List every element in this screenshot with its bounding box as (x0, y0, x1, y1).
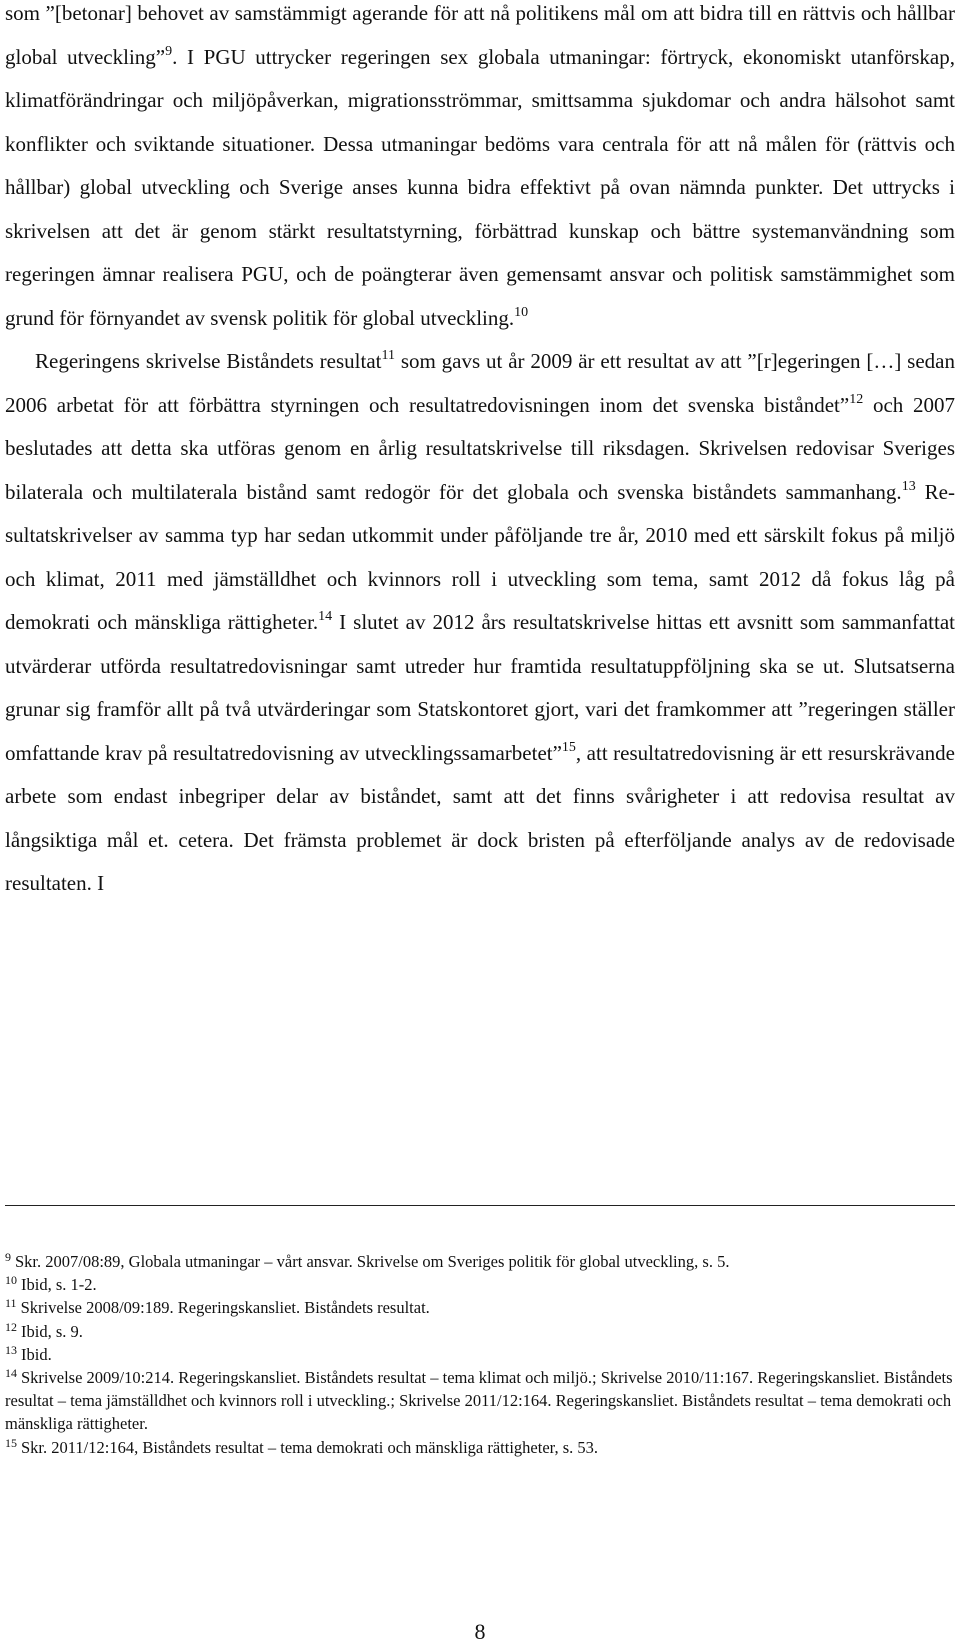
footnote-ref-10: 10 (514, 304, 529, 320)
footnote-ref-13: 13 (901, 478, 916, 494)
paragraph-text: Regeringens skrivelse Biståndets resultat (35, 349, 382, 373)
paragraph-text: I slutet av 2012 års resultatskrivelse hittas ett avsnitt som sammanfattat utvärderar utförda resultatredovisningar samt utreder hur framtida resultatuppföljning ska se ut. Slutsatserna grunar sig framför allt på två utvärderingar som Statskontoret gjort, vari det framkommer att ”regeringen ställer omfattande krav på resultatredovisning av utvecklingssamarbetet” (5, 610, 955, 765)
body-paragraph-2 (5, 340, 955, 906)
footnote-12 (5, 1320, 955, 1343)
footnote-text: Skr. 2007/08:89, Globala utmaningar – vårt ansvar. Skrivelse om Sveriges politik för global utveckling, s. 5. (15, 1252, 730, 1271)
footnote-number: 13 (5, 1342, 17, 1357)
footnote-divider (5, 1205, 955, 1206)
footnote-10 (5, 1273, 955, 1296)
footnote-text: Ibid, s. 1-2. (21, 1275, 97, 1295)
footnote-11 (5, 1296, 955, 1319)
footnote-text: Skrivelse 2009/10:214. Regeringskansliet. Biståndets resultat – tema klimat och miljö.; Skrivelse 2010/11:167. Regeringskansliet. Biståndets resultat – tema jämställdhet och kvinnors roll i utveckling.; Skrivelse 2011/12:164. Regeringskansliet. Biståndets resultat – tema demokrati och mänskliga rättigheter. (5, 1368, 953, 1434)
footnote-ref-14: 14 (318, 609, 333, 624)
footnote-text: Ibid, s. 9. (21, 1321, 83, 1341)
footnote-15 (5, 1436, 955, 1459)
footnote-text: Skr. 2011/12:164, Biståndets resultat – tema demokrati och mänskliga rättigheter, s. 53. (21, 1437, 599, 1457)
body-paragraph-1 (5, 0, 955, 340)
footnotes (5, 1250, 955, 1459)
footnote-number: 10 (5, 1273, 17, 1288)
paragraph-text: , att resultatredovisning är ett resurskrävande arbete som endast inbegriper delar av biståndet, samt att det finns svårigheter i att redovisa resultat av långsiktiga mål et. cetera. Det främsta problemet är dock bristen på efterföljande analys av de redovisade resultaten. I (5, 740, 955, 895)
footnote-number: 15 (5, 1435, 17, 1450)
footnote-9 (5, 1250, 955, 1273)
footnote-14 (5, 1366, 955, 1436)
body-text (5, 0, 955, 906)
footnote-number: 9 (5, 1250, 11, 1264)
footnote-ref-15: 15 (561, 739, 576, 755)
footnote-ref-12: 12 (849, 391, 864, 407)
footnote-text: Ibid. (21, 1344, 52, 1364)
footnote-number: 11 (5, 1296, 17, 1311)
paragraph-text: som gavs ut år 2009 är ett resultat av att ”[r]egeringen […] sedan 2006 arbetat för att förbättra styrningen och resultatredovisningen inom det svenska biståndet” (5, 349, 955, 417)
footnote-text: Skrivelse 2008/09:189. Regeringskansliet. Biståndets resultat. (20, 1298, 430, 1318)
footnote-number: 14 (5, 1366, 17, 1381)
footnote-13 (5, 1343, 955, 1366)
paragraph-text: som ”[betonar] behovet av samstämmigt agerande för att nå politikens mål om att bidra till en rättvis och hållbar global utveckling” (5, 1, 955, 69)
footnote-number: 12 (5, 1319, 17, 1334)
footnote-ref-11: 11 (381, 348, 395, 363)
footnote-ref-9: 9 (165, 43, 173, 59)
paragraph-text: och 2007 beslutades att detta ska utföras genom en årlig resultatskrivelse till riksdagen. Skrivelsen redovisar Sveriges bilaterala och multilaterala bistånd samt redogör för det globala och svenska biståndets sammanhang. (5, 392, 955, 504)
paragraph-text: . I PGU uttrycker regeringen sex globala utmaningar: förtryck, ekonomiskt utanförskap, klimatförändringar och miljöpåverkan, migrationsströmmar, smittsamma sjukdomar och andra hälsohot samt konflikter och sviktande situationer. Dessa utmaningar bedöms vara centrala för att nå målen för (rättvis och hållbar) global utveckling och Sverige anses kunna bidra effektivt på ovan nämnda punkter. Det uttrycks i skrivelsen att det är genom stärkt resultatstyrning, förbättrad kunskap och bättre systemanvändning som regeringen ämnar realisera PGU, och de poängterar även gemensamt ansvar och politisk samstämmighet som grund för förnyandet av svensk politik för global utveckling. (5, 44, 955, 330)
paragraph-text: Resultatskrivelser av samma typ har sedan utkommit under påföljande tre år, 2010 med ett särskilt fokus på miljö och klimat, 2011 med jämställdhet och kvinnors roll i utveckling som tema, samt 2012 då fokus låg på demokrati och mänskliga rättigheter. (5, 479, 955, 634)
page-number: 8 (474, 1619, 486, 1644)
